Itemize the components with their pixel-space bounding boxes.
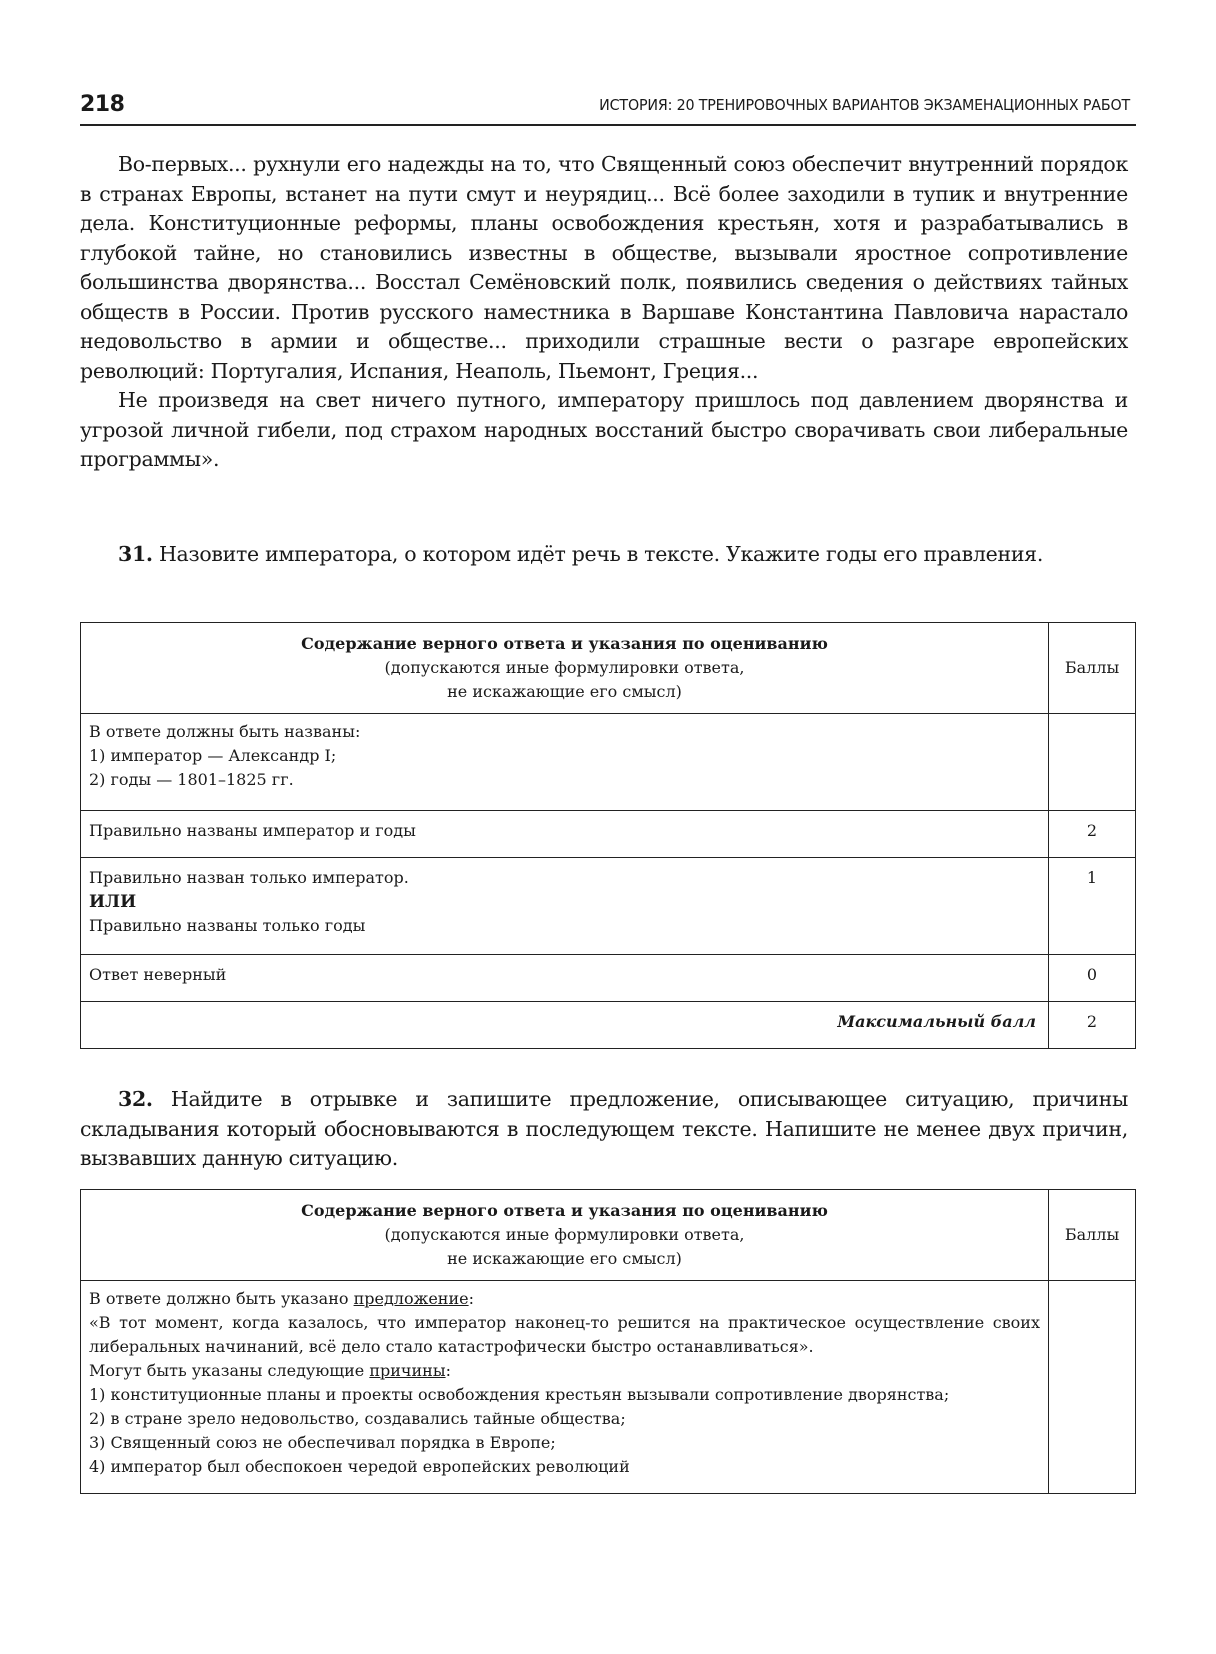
header-content-cell (81, 1190, 1049, 1281)
header-score-cell: Баллы (1049, 1190, 1136, 1281)
table-row (81, 714, 1136, 811)
score-cell: 0 (1049, 955, 1136, 1002)
answer-cell (81, 714, 1049, 811)
table-row (81, 955, 1136, 1002)
criterion-line: Правильно названы только годы (89, 916, 366, 935)
header-subtitle: (допускаются иные формулировки ответа, (384, 1225, 745, 1244)
grading-table-32 (80, 1189, 1136, 1494)
criterion-line: Правильно назван только император. (89, 868, 409, 887)
header-subtitle: не искажающие его смысл) (447, 682, 682, 701)
reason-item: 3) Священный союз не обеспечивал порядка в Европе; (89, 1433, 556, 1452)
header-title: Содержание верного ответа и указания по оцениванию (301, 1201, 828, 1220)
max-score-row (81, 1002, 1136, 1049)
reason-item: 1) конституционные планы и проекты освобождения крестьян вызывали сопротивление дворянства; (89, 1385, 950, 1404)
header-title: Содержание верного ответа и указания по оцениванию (301, 634, 828, 653)
page-number: 218 (80, 92, 125, 117)
grading-table-31 (80, 622, 1136, 1049)
answer-cell (81, 1281, 1049, 1494)
page-header (80, 92, 1136, 126)
header-content-cell (81, 623, 1049, 714)
question-text: Найдите в отрывке и запишите предложение, описывающее ситуацию, причины складывания который обосновываются в последующем тексте. Напишите не менее двух причин, вызвавших данную ситуацию. (80, 1087, 1128, 1170)
header-score-cell: Баллы (1049, 623, 1136, 714)
table-row (81, 858, 1136, 955)
header-subtitle: не искажающие его смысл) (447, 1249, 682, 1268)
table-row (81, 811, 1136, 858)
running-title: ИСТОРИЯ: 20 ТРЕНИРОВОЧНЫХ ВАРИАНТОВ ЭКЗАМЕНАЦИОННЫХ РАБОТ (599, 96, 1130, 114)
reason-item: 2) в стране зрело недовольство, создавались тайные общества; (89, 1409, 626, 1428)
max-score-label: Максимальный балл (81, 1002, 1049, 1049)
sentence-intro: В ответе должно быть указано предложение: (89, 1289, 474, 1308)
or-separator: ИЛИ (89, 892, 137, 912)
score-cell: 2 (1049, 811, 1136, 858)
reason-item: 4) император был обеспокоен чередой европейских революций (89, 1457, 630, 1476)
table-header-row (81, 623, 1136, 714)
reasons-intro: Могут быть указаны следующие причины: (89, 1361, 451, 1380)
max-score-value: 2 (1049, 1002, 1136, 1049)
question-number: 31. (118, 542, 153, 566)
criterion-cell: Правильно названы император и годы (81, 811, 1049, 858)
answer-line: 2) годы — 1801–1825 гг. (89, 770, 294, 789)
source-passage (80, 150, 1128, 475)
question-31 (80, 540, 1128, 570)
header-subtitle: (допускаются иные формулировки ответа, (384, 658, 745, 677)
question-text: Назовите императора, о котором идёт речь в тексте. Укажите годы его правления. (158, 542, 1044, 566)
table-row (81, 1281, 1136, 1494)
passage-paragraph: Не произведя на свет ничего путного, императору пришлось под давлением дворянства и угрозой личной гибели, под страхом народных восстаний быстро сворачивать свои либеральные программы». (80, 388, 1128, 471)
criterion-cell: Ответ неверный (81, 955, 1049, 1002)
table-header-row (81, 1190, 1136, 1281)
question-number: 32. (118, 1087, 153, 1111)
score-cell: 1 (1049, 858, 1136, 955)
score-cell (1049, 1281, 1136, 1494)
answer-line: 1) император — Александр I; (89, 746, 337, 765)
answer-sentence: «В тот момент, когда казалось, что император наконец-то решится на практическое осуществление своих либеральных начинаний, всё дело стало катастрофически быстро останавливаться». (89, 1313, 1040, 1356)
passage-paragraph: Во-первых... рухнули его надежды на то, что Священный союз обеспечит внутренний порядок в странах Европы, встанет на пути смут и неурядиц... Всё более заходили в тупик и внутренние дела. Конституционные реформы, планы освобождения крестьян, хотя и разрабатывались в глубокой тайне, но становились известны в обществе, вызывали яростное сопротивление большинства дворянства... Восстал Семёновский полк, появились сведения о действиях тайных обществ в России. Против русского наместника в Варшаве Константина Павловича нарастало недовольство в армии и обществе... приходили страшные вести о разгаре европейских революций: Португалия, Испания, Неаполь, Пьемонт, Греция... (80, 152, 1128, 383)
criterion-cell (81, 858, 1049, 955)
score-cell (1049, 714, 1136, 811)
answer-line: В ответе должны быть названы: (89, 722, 361, 741)
question-32 (80, 1085, 1128, 1174)
